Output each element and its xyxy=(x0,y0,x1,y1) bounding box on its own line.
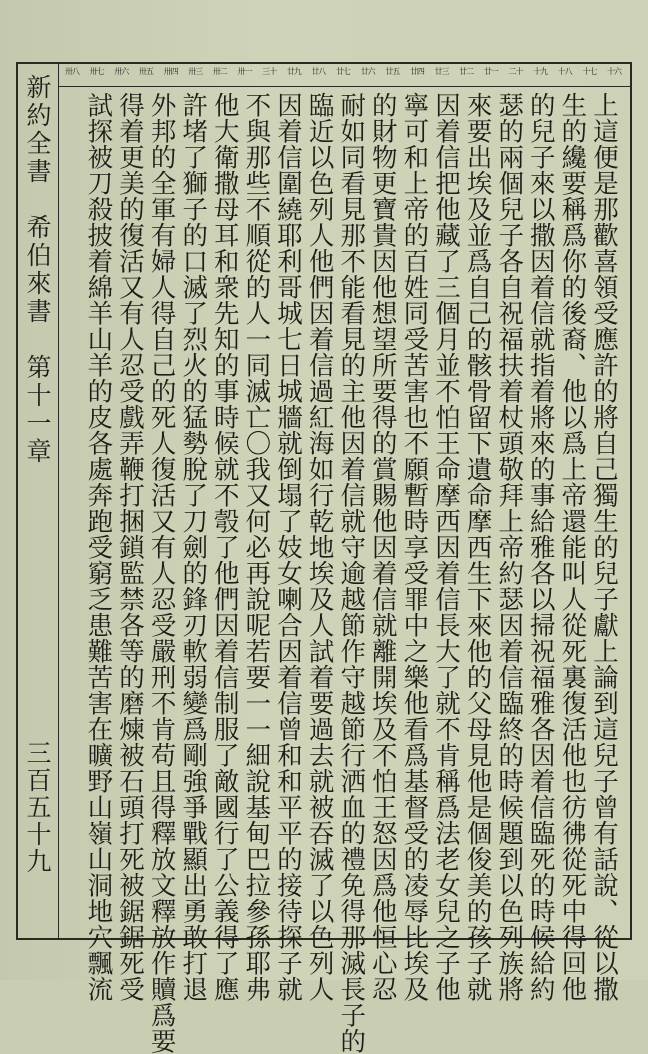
book-title: 新約全書 xyxy=(23,74,52,186)
text-column: 的兒子來以撒因着信就指着將來的事給雅各以掃祝福雅各因着信臨死的時候給約 xyxy=(525,92,556,1002)
verse-number: 廿九 xyxy=(286,67,301,76)
verse-number: 卅三 xyxy=(188,67,203,76)
text-column: 寧可和上帝的百姓同受苦害也不願暫時享受罪中之樂他看爲基督受的凌辱比埃及 xyxy=(399,92,430,1002)
text-column: 耐如同看見那不能看見的主他因着信就守逾越節作守越節行洒血的禮免得那滅長子的 xyxy=(336,92,367,1054)
verse-number-band xyxy=(58,64,630,87)
text-column: 試探被刀殺披着綿羊山羊的皮各處奔跑受窮乏患難苦害在曠野山嶺山洞地穴飄流 xyxy=(83,92,114,1002)
verse-number: 卅六 xyxy=(114,67,129,76)
text-column: 外邦的全軍有婦人得自己的死人復活又有人忍受嚴刑不肯苟且得釋放文釋放作贖爲要 xyxy=(146,92,177,1054)
text-column: 他大衛撒母耳和衆先知的事時候就不彀了他們因着信制服了敵國行了公義得了應 xyxy=(209,92,240,1002)
text-column: 上這便是那歡喜領受應許的將自己獨生的兒子獻上論到這兒子曾有話說、從以撒 xyxy=(589,92,619,1002)
verse-number: 卅五 xyxy=(138,67,153,76)
text-column: 因着信把他藏了三個月並不怕王命摩西因着信長大了就不肯稱爲法老女兒之子他 xyxy=(431,92,461,1002)
verse-number: 卅七 xyxy=(89,67,104,76)
verse-number: 十七 xyxy=(582,67,597,76)
text-column: 臨近以色列人他們因着信過紅海如行乾地埃及人試着要過去就被吞滅了以色列人 xyxy=(304,92,335,1002)
text-column: 來要出埃及並爲自己的骸骨留下遺命摩西生下來他的父母見他是個俊美的孩子就 xyxy=(462,92,493,1002)
verse-number: 十九 xyxy=(533,67,548,76)
chapter-title: 第十一章 xyxy=(23,354,52,466)
text-column: 不與那些不順從的人一同滅亡〇我又何必再說呢若要一一細說基甸巴拉參孫耶弗 xyxy=(241,92,272,1002)
verse-number: 卅八 xyxy=(65,67,79,76)
verse-number: 卅二 xyxy=(212,67,227,76)
text-column: 許堵了獅子的口滅了烈火的猛勢脫了刀劍的鋒刃軟弱變爲剛強爭戰顯出勇敢打退 xyxy=(178,92,209,1002)
text-column: 得着更美的復活又有人忍受戲弄鞭打捆鎖監禁各等的磨煉被石頭打死被鋸鋸死受 xyxy=(115,92,145,1002)
verse-number: 廿二 xyxy=(459,67,474,76)
running-header xyxy=(20,74,54,466)
text-column: 因着信圍繞耶利哥城七日城牆就倒塌了妓女喇合因着信曾和和平平的接待探子就 xyxy=(273,92,303,1002)
epistle-title: 希伯來書 xyxy=(23,214,52,326)
verse-number: 二十 xyxy=(508,67,523,76)
verse-number: 十八 xyxy=(557,67,572,76)
verse-number: 廿三 xyxy=(434,67,449,76)
verse-number: 廿五 xyxy=(385,67,400,76)
verse-number: 廿六 xyxy=(360,67,375,76)
page-number: 三百五十九 xyxy=(23,740,52,875)
verse-number: 卅一 xyxy=(237,67,252,76)
text-column: 的財物更寶貴因他想望所要得的賞賜他因着信就離開埃及不怕王怒因爲他恒心忍 xyxy=(367,92,398,1002)
verse-number: 卅四 xyxy=(163,67,178,76)
verse-number: 十六 xyxy=(607,67,621,76)
text-column: 生的纔要稱爲你的後裔、他以爲上帝還能叫人從死裏復活他也彷彿從死中得回他 xyxy=(557,92,588,1002)
verse-number: 廿八 xyxy=(311,67,326,76)
verse-number: 廿一 xyxy=(483,67,498,76)
verse-number: 廿四 xyxy=(409,67,424,76)
verse-number: 三十 xyxy=(262,67,277,76)
text-column: 瑟的兩個兒子各自祝福扶着杖頭敬拜上帝約瑟因着信臨終的時候題到以色列族將 xyxy=(494,92,525,1002)
verse-number: 廿七 xyxy=(336,67,350,76)
